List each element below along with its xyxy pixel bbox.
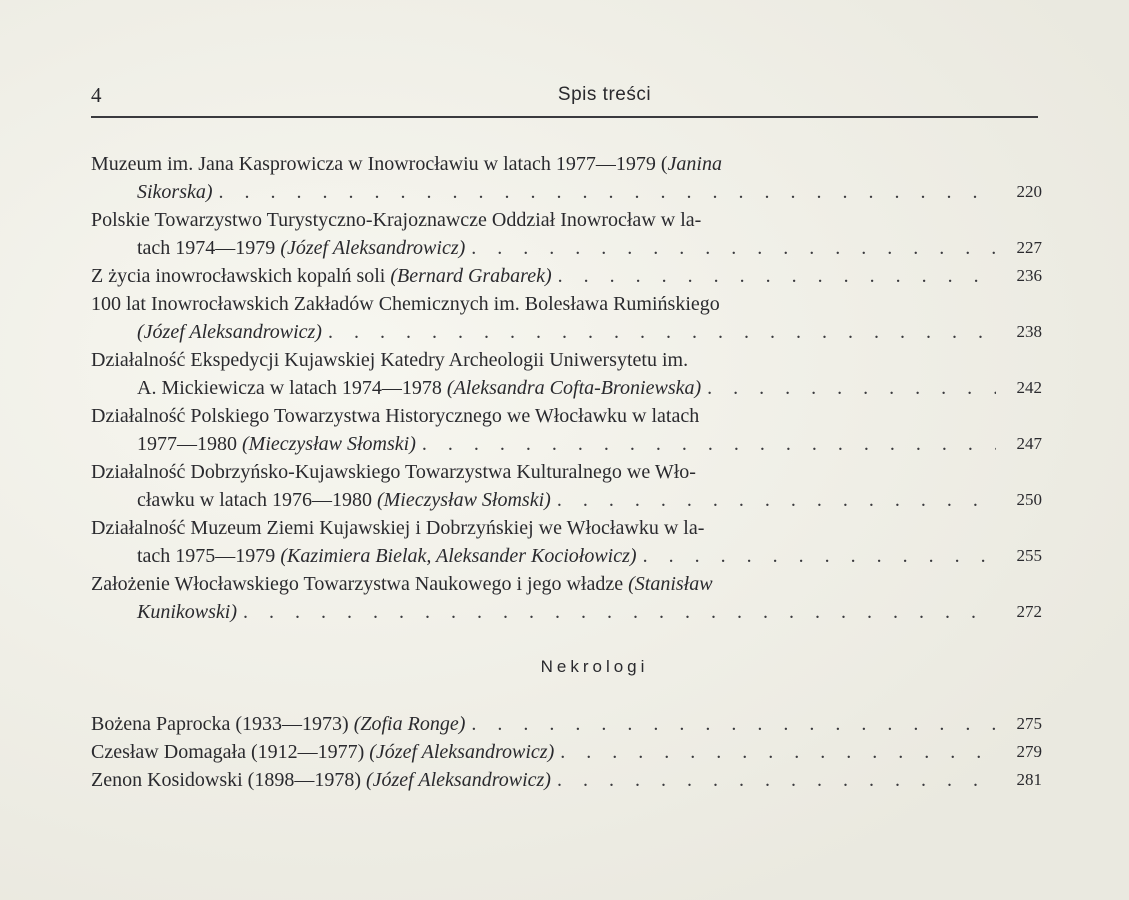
entry-text: 100 lat Inowrocławskich Zakładów Chemicznych im. Bolesława Rumińskiego [91,293,720,315]
toc-entry[interactable] [91,570,1042,626]
header-rule [91,116,1038,118]
entry-text: cławku w latach 1976—1980 (Mieczysław Słomski) [137,489,551,511]
page-number: 4 [91,83,102,107]
dot-leader [219,178,996,206]
entry-text: Działalność Dobrzyńsko-Kujawskiego Towarzystwa Kulturalnego we Wło- [91,461,696,483]
entry-page: 220 [1016,182,1042,201]
entry-page: 250 [1016,490,1042,509]
entry-text: Zenon Kosidowski (1898—1978) (Józef Aleksandrowicz) [91,769,551,791]
toc-entry[interactable] [91,150,1042,206]
toc-entry[interactable] [91,262,1042,290]
entry-text: tach 1974—1979 (Józef Aleksandrowicz) [137,237,466,259]
toc-entry[interactable] [91,514,1042,570]
entry-text: Bożena Paprocka (1933—1973) (Zofia Ronge) [91,713,466,735]
entry-text: Założenie Włocławskiego Towarzystwa Naukowego i jego władze (Stanisław [91,573,713,595]
toc-entry[interactable] [91,458,1042,514]
running-head: Spis treści [557,84,652,105]
entry-page: 272 [1016,602,1042,621]
entry-text: Polskie Towarzystwo Turystyczno-Krajoznawcze Oddział Inowrocław w la- [91,209,702,231]
dot-leader [471,234,996,262]
dot-leader [643,542,996,570]
dot-leader [557,486,996,514]
dot-leader [328,318,996,346]
section-title: Nekrologi [540,657,649,676]
toc-entry[interactable] [91,402,1042,458]
entry-page: 281 [1016,770,1042,789]
entry-page: 247 [1016,434,1042,453]
entry-text: 1977—1980 (Mieczysław Słomski) [137,433,416,455]
entry-page: 227 [1016,238,1042,257]
dot-leader [422,430,996,458]
dot-leader [558,262,996,290]
obituary-entry[interactable] [91,766,1042,794]
entry-text: Z życia inowrocławskich kopalń soli (Bernard Grabarek) [91,265,552,287]
entry-page: 242 [1016,378,1042,397]
toc-entry[interactable] [91,346,1042,402]
dot-leader [560,738,996,766]
entry-text: Działalność Polskiego Towarzystwa Historycznego we Włocławku w latach [91,405,700,427]
entry-page: 236 [1016,266,1042,285]
entry-page: 279 [1016,742,1042,761]
entry-text: A. Mickiewicza w latach 1974—1978 (Aleksandra Cofta-Broniewska) [137,377,702,399]
entry-author: Kunikowski) [137,601,237,623]
dot-leader [557,766,996,794]
obituary-entry[interactable] [91,738,1042,766]
entry-author: (Józef Aleksandrowicz) [137,321,322,343]
entry-page: 238 [1016,322,1042,341]
entry-text: Czesław Domagała (1912—1977) (Józef Aleksandrowicz) [91,741,555,763]
toc-list [91,150,1042,626]
toc-entry[interactable] [91,290,1042,346]
dot-leader [471,710,996,738]
obituary-entry[interactable] [91,710,1042,738]
entry-text: Działalność Ekspedycji Kujawskiej Katedry Archeologii Uniwersytetu im. [91,349,689,371]
entry-text: Muzeum im. Jana Kasprowicza w Inowrocławiu w latach 1977—1979 (Janina [91,153,722,175]
dot-leader [707,374,996,402]
entry-page: 275 [1016,714,1042,733]
entry-author: Sikorska) [137,181,213,203]
entry-text: Działalność Muzeum Ziemi Kujawskiej i Dobrzyńskiej we Włocławku w la- [91,517,705,539]
dot-leader [243,598,996,626]
entry-page: 255 [1016,546,1042,565]
toc-entry[interactable] [91,206,1042,262]
obituary-list [91,710,1042,794]
entry-text: tach 1975—1979 (Kazimiera Bielak, Aleksander Kociołowicz) [137,545,637,567]
